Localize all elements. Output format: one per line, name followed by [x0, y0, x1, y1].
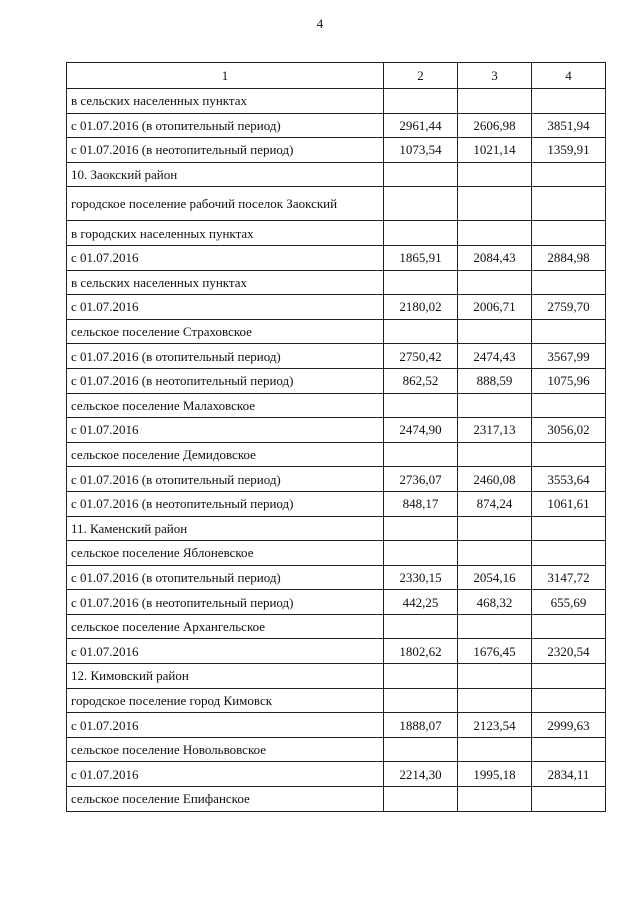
value-cell: [458, 516, 532, 541]
row-label: сельское поселение Страховское: [67, 319, 384, 344]
value-cell: [531, 664, 605, 689]
page-number: 4: [316, 16, 324, 31]
table-header-row: [67, 63, 606, 89]
value-cell: [458, 319, 532, 344]
value-cell: [458, 737, 532, 762]
table-row: [67, 221, 606, 246]
value-cell: 2214,30: [384, 762, 458, 787]
row-label: с 01.07.2016: [67, 762, 384, 787]
value-cell: [458, 270, 532, 295]
value-cell: 1888,07: [384, 713, 458, 738]
value-cell: 1021,14: [458, 138, 532, 163]
table-row: [67, 344, 606, 369]
value-cell: 1676,45: [458, 639, 532, 664]
value-cell: [384, 664, 458, 689]
row-label: в сельских населенных пунктах: [67, 89, 384, 114]
value-cell: [458, 442, 532, 467]
value-cell: [384, 516, 458, 541]
table-row: [67, 639, 606, 664]
table-row: [67, 787, 606, 812]
column-header: 3: [458, 63, 532, 89]
value-cell: [384, 442, 458, 467]
row-label: сельское поселение Новольвовское: [67, 737, 384, 762]
value-cell: [458, 162, 532, 187]
table-row: [67, 319, 606, 344]
table-row: [67, 614, 606, 639]
value-cell: [531, 162, 605, 187]
value-cell: [531, 187, 605, 221]
value-cell: [384, 393, 458, 418]
value-cell: [531, 541, 605, 566]
value-cell: [458, 614, 532, 639]
table-row: [67, 295, 606, 320]
value-cell: 3056,02: [531, 418, 605, 443]
value-cell: [531, 787, 605, 812]
value-cell: [384, 187, 458, 221]
value-cell: 2999,63: [531, 713, 605, 738]
value-cell: 442,25: [384, 590, 458, 615]
value-cell: [384, 614, 458, 639]
table-row: [67, 467, 606, 492]
table-row: [67, 491, 606, 516]
row-label: городское поселение город Кимовск: [67, 688, 384, 713]
value-cell: [458, 187, 532, 221]
row-label: с 01.07.2016 (в неотопительный период): [67, 368, 384, 393]
value-cell: 3567,99: [531, 344, 605, 369]
value-cell: 2474,90: [384, 418, 458, 443]
row-label: 12. Кимовский район: [67, 664, 384, 689]
value-cell: 2606,98: [458, 113, 532, 138]
row-label: с 01.07.2016 (в отопительный период): [67, 344, 384, 369]
value-cell: [384, 221, 458, 246]
table-row: [67, 442, 606, 467]
value-cell: 2180,02: [384, 295, 458, 320]
row-label: в сельских населенных пунктах: [67, 270, 384, 295]
value-cell: 2759,70: [531, 295, 605, 320]
column-header: 1: [67, 63, 384, 89]
value-cell: 3851,94: [531, 113, 605, 138]
value-cell: 2320,54: [531, 639, 605, 664]
value-cell: [458, 688, 532, 713]
table-row: [67, 418, 606, 443]
table-row: [67, 762, 606, 787]
value-cell: [531, 319, 605, 344]
value-cell: [458, 393, 532, 418]
value-cell: 2834,11: [531, 762, 605, 787]
table-row: [67, 245, 606, 270]
row-label: сельское поселение Демидовское: [67, 442, 384, 467]
value-cell: [531, 737, 605, 762]
value-cell: [531, 614, 605, 639]
table-row: [67, 138, 606, 163]
value-cell: [531, 442, 605, 467]
value-cell: [531, 221, 605, 246]
value-cell: [384, 270, 458, 295]
row-label: в городских населенных пунктах: [67, 221, 384, 246]
value-cell: 2884,98: [531, 245, 605, 270]
value-cell: 2123,54: [458, 713, 532, 738]
value-cell: 2054,16: [458, 565, 532, 590]
row-label: с 01.07.2016 (в отопительный период): [67, 565, 384, 590]
value-cell: [458, 89, 532, 114]
row-label: с 01.07.2016: [67, 418, 384, 443]
value-cell: [384, 737, 458, 762]
row-label: сельское поселение Епифанское: [67, 787, 384, 812]
value-cell: 2736,07: [384, 467, 458, 492]
table-row: [67, 368, 606, 393]
value-cell: 2317,13: [458, 418, 532, 443]
value-cell: [531, 516, 605, 541]
value-cell: 2084,43: [458, 245, 532, 270]
table-row: [67, 393, 606, 418]
table-row: [67, 516, 606, 541]
value-cell: [384, 319, 458, 344]
value-cell: 655,69: [531, 590, 605, 615]
value-cell: [384, 89, 458, 114]
row-label: с 01.07.2016: [67, 295, 384, 320]
value-cell: [458, 541, 532, 566]
value-cell: 1995,18: [458, 762, 532, 787]
table-row: [67, 688, 606, 713]
table-row: [67, 162, 606, 187]
table-row: [67, 113, 606, 138]
row-label: 10. Заокский район: [67, 162, 384, 187]
value-cell: 3147,72: [531, 565, 605, 590]
table-row: [67, 89, 606, 114]
value-cell: [384, 688, 458, 713]
value-cell: [531, 89, 605, 114]
column-header: 4: [531, 63, 605, 89]
row-label: с 01.07.2016: [67, 245, 384, 270]
value-cell: 1061,61: [531, 491, 605, 516]
value-cell: 468,32: [458, 590, 532, 615]
row-label: сельское поселение Яблоневское: [67, 541, 384, 566]
row-label: городское поселение рабочий поселок Заокский: [67, 187, 384, 221]
row-label: с 01.07.2016 (в отопительный период): [67, 467, 384, 492]
value-cell: 2330,15: [384, 565, 458, 590]
value-cell: 2474,43: [458, 344, 532, 369]
value-cell: 3553,64: [531, 467, 605, 492]
value-cell: 874,24: [458, 491, 532, 516]
value-cell: [384, 787, 458, 812]
value-cell: [384, 541, 458, 566]
value-cell: 2006,71: [458, 295, 532, 320]
value-cell: [384, 162, 458, 187]
tariff-table: [66, 62, 606, 812]
row-label: с 01.07.2016: [67, 713, 384, 738]
value-cell: 1359,91: [531, 138, 605, 163]
row-label: с 01.07.2016 (в неотопительный период): [67, 491, 384, 516]
row-label: с 01.07.2016 (в неотопительный период): [67, 138, 384, 163]
value-cell: 848,17: [384, 491, 458, 516]
row-label: сельское поселение Архангельское: [67, 614, 384, 639]
value-cell: [458, 787, 532, 812]
table-body: [67, 89, 606, 812]
row-label: 11. Каменский район: [67, 516, 384, 541]
value-cell: 2961,44: [384, 113, 458, 138]
value-cell: 2460,08: [458, 467, 532, 492]
value-cell: 1865,91: [384, 245, 458, 270]
value-cell: 2750,42: [384, 344, 458, 369]
row-label: с 01.07.2016: [67, 639, 384, 664]
column-header: 2: [384, 63, 458, 89]
table-row: [67, 590, 606, 615]
value-cell: 1802,62: [384, 639, 458, 664]
value-cell: 888,59: [458, 368, 532, 393]
value-cell: [458, 221, 532, 246]
value-cell: [458, 664, 532, 689]
row-label: с 01.07.2016 (в отопительный период): [67, 113, 384, 138]
table-row: [67, 270, 606, 295]
value-cell: [531, 270, 605, 295]
value-cell: 1073,54: [384, 138, 458, 163]
value-cell: [531, 393, 605, 418]
table-row: [67, 737, 606, 762]
table-row: [67, 713, 606, 738]
value-cell: 862,52: [384, 368, 458, 393]
table-row: [67, 664, 606, 689]
value-cell: [531, 688, 605, 713]
table-row: [67, 541, 606, 566]
value-cell: 1075,96: [531, 368, 605, 393]
row-label: сельское поселение Малаховское: [67, 393, 384, 418]
row-label: с 01.07.2016 (в неотопительный период): [67, 590, 384, 615]
table-row: [67, 565, 606, 590]
table-row: [67, 187, 606, 221]
